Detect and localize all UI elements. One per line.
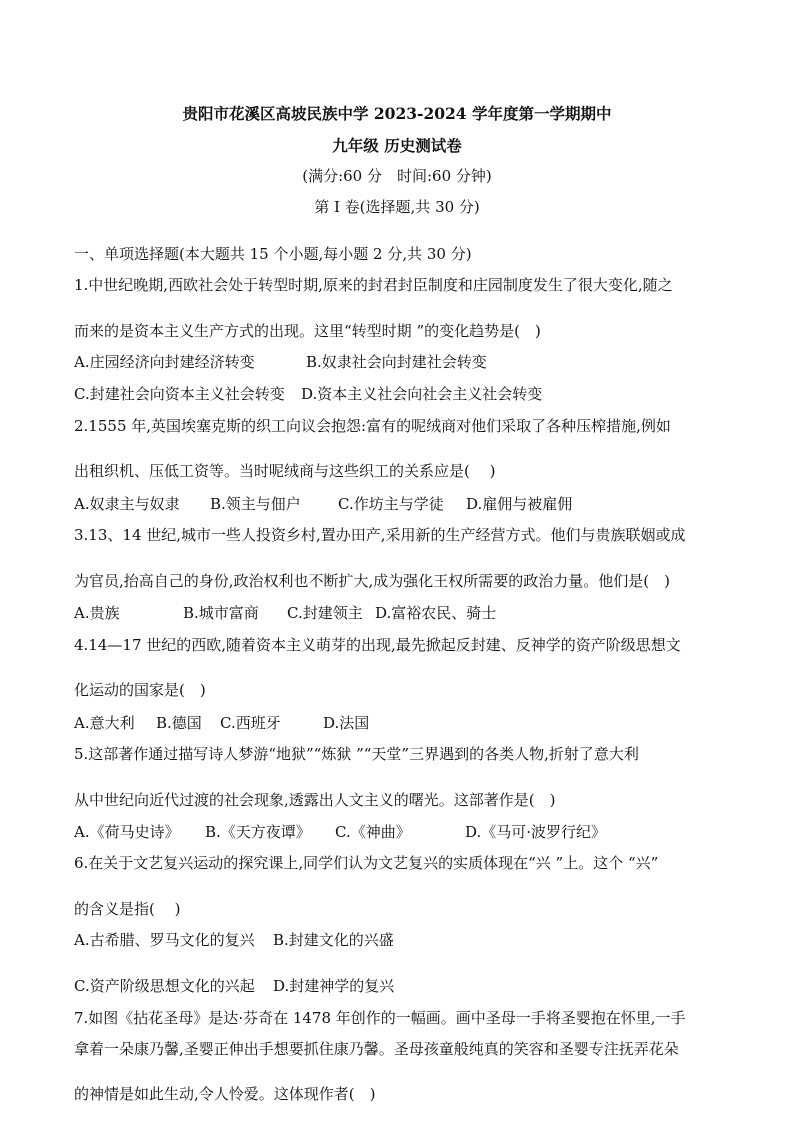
- question-4-option-c: C.西班牙: [220, 714, 281, 732]
- question-2-option-d: D.雇佣与被雇佣: [466, 495, 573, 513]
- question-1-option-d: D.资本主义社会向社会主义社会转变: [301, 385, 543, 403]
- question-2-line-2: 出租织机、压低工资等。当时呢绒商与这些织工的关系应是( ): [74, 462, 496, 480]
- question-3-option-d: D.富裕农民、骑士: [375, 604, 497, 622]
- question-7-line-2: 拿着一朵康乃馨,圣婴正伸出手想要抓住康乃馨。圣母孩童般纯真的笑容和圣婴专注抚弄花朵: [74, 1040, 679, 1058]
- score-time-info: (满分:60 分 时间:60 分钟): [302, 167, 492, 185]
- question-6-option-b: B.封建文化的兴盛: [273, 931, 394, 949]
- question-2-line-1: 2.1555 年,英国埃塞克斯的织工向议会抱怨:富有的呢绒商对他们采取了各种压榨措施,例如: [74, 417, 671, 435]
- section-heading: 一、单项选择题(本大题共 15 个小题,每小题 2 分,共 30 分): [74, 245, 472, 263]
- question-5-line-2: 从中世纪向近代过渡的社会现象,透露出人文主义的曙光。这部著作是( ): [74, 791, 556, 809]
- question-2-option-c: C.作坊主与学徒: [338, 495, 444, 513]
- question-6-option-d: D.封建神学的复兴: [273, 977, 395, 995]
- question-6-option-c: C.资产阶级思想文化的兴起: [74, 977, 255, 995]
- question-1-option-b: B.奴隶社会向封建社会转变: [306, 353, 487, 371]
- school-title: 贵阳市花溪区高坡民族中学 2023-2024 学年度第一学期期中: [182, 104, 612, 123]
- question-1-option-a: A.庄园经济向封建经济转变: [74, 353, 255, 371]
- question-3-option-a: A.贵族: [74, 604, 120, 622]
- part-title: 第 I 卷(选择题,共 30 分): [314, 198, 480, 216]
- exam-subtitle: 九年级 历史测试卷: [332, 136, 462, 155]
- question-6-option-a: A.古希腊、罗马文化的复兴: [74, 931, 255, 949]
- question-3-option-b: B.城市富商: [183, 604, 259, 622]
- question-1-line-1: 1.中世纪晚期,西欧社会处于转型时期,原来的封君封臣制度和庄园制度发生了很大变化,随之: [74, 276, 673, 294]
- question-7-line-3: 的神情是如此生动,令人怜爱。这体现作者( ): [74, 1085, 376, 1103]
- question-6-line-1: 6.在关于文艺复兴运动的探究课上,同学们认为文艺复兴的实质体现在“兴 ”上。这个 “兴”: [74, 854, 659, 872]
- question-4-option-a: A.意大利: [74, 714, 135, 732]
- question-3-line-2: 为官员,抬高自己的身份,政治权利也不断扩大,成为强化王权所需要的政治力量。他们是( ): [74, 572, 671, 590]
- question-5-option-b: B.《天方夜谭》: [205, 823, 311, 841]
- question-4-option-d: D.法国: [323, 714, 370, 732]
- question-2-option-b: B.领主与佃户: [210, 495, 301, 513]
- question-5-line-1: 5.这部著作通过描写诗人梦游“地狱”“炼狱 ”“天堂”三界遇到的各类人物,折射了意大利: [74, 745, 639, 763]
- question-3-line-1: 3.13、14 世纪,城市一些人投资乡村,置办田产,采用新的生产经营方式。他们与贵族联姻或成: [74, 526, 686, 544]
- question-7-line-1: 7.如图《拈花圣母》是达·芬奇在 1478 年创作的一幅画。画中圣母一手将圣婴抱在怀里,一手: [74, 1009, 686, 1027]
- question-2-option-a: A.奴隶主与奴隶: [74, 495, 180, 513]
- question-5-option-a: A.《荷马史诗》: [74, 823, 180, 841]
- question-4-line-1: 4.14—17 世纪的西欧,随着资本主义萌芽的出现,最先掀起反封建、反神学的资产阶级思想文: [74, 636, 681, 654]
- question-4-line-2: 化运动的国家是( ): [74, 681, 206, 699]
- question-4-option-b: B.德国: [156, 714, 202, 732]
- question-5-option-c: C.《神曲》: [335, 823, 411, 841]
- question-6-line-2: 的含义是指( ): [74, 900, 181, 918]
- question-5-option-d: D.《马可·波罗行纪》: [465, 823, 607, 841]
- question-1-option-c: C.封建社会向资本主义社会转变: [74, 385, 285, 403]
- question-1-line-2: 而来的是资本主义生产方式的出现。这里“转型时期 ”的变化趋势是( ): [74, 322, 541, 340]
- question-3-option-c: C.封建领主: [287, 604, 363, 622]
